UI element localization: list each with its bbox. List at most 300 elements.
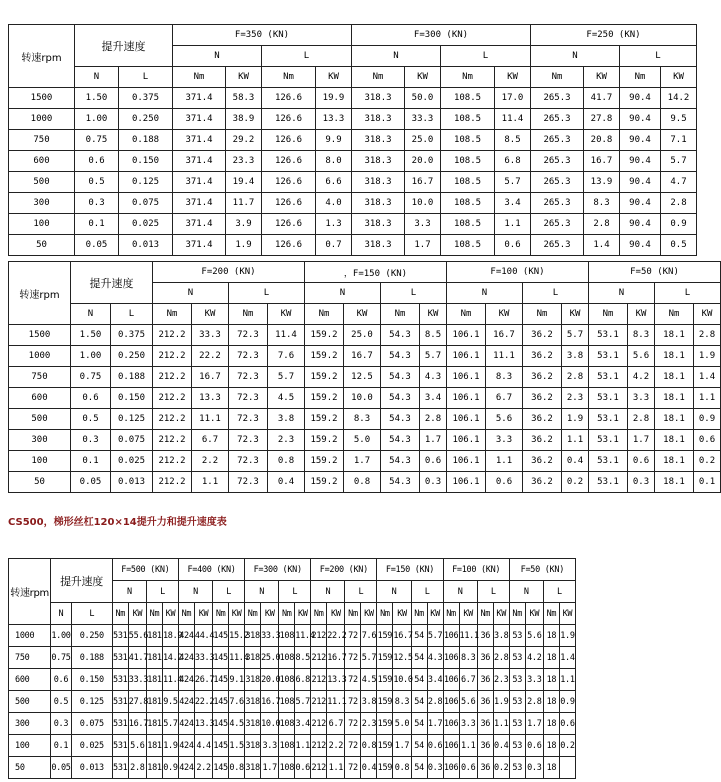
value-cell: 106.1 bbox=[447, 430, 486, 451]
value-cell: 1.7 bbox=[628, 430, 655, 451]
value-cell: 108 bbox=[279, 757, 295, 779]
nm-header: Nm bbox=[279, 603, 295, 625]
value-cell: 0.075 bbox=[71, 713, 112, 735]
value-cell: 18 bbox=[543, 735, 559, 757]
value-cell: 0.4 bbox=[361, 757, 377, 779]
value-cell: 5.7 bbox=[495, 172, 531, 193]
force-group-header: F=200 (KN) bbox=[153, 262, 305, 283]
l-header: L bbox=[477, 581, 509, 603]
kw-header: KW bbox=[628, 304, 655, 325]
value-cell: 33.3 bbox=[261, 625, 279, 647]
value-cell: 72 bbox=[345, 669, 361, 691]
value-cell: 371.4 bbox=[173, 172, 226, 193]
value-cell: 0.025 bbox=[71, 735, 112, 757]
nm-header: Nm bbox=[589, 304, 628, 325]
value-cell: 4.5 bbox=[361, 669, 377, 691]
value-cell: 0.05 bbox=[71, 472, 111, 493]
table-row bbox=[9, 325, 721, 346]
header-row-force bbox=[9, 262, 721, 283]
value-cell: 38.9 bbox=[226, 109, 262, 130]
kw-header: KW bbox=[495, 67, 531, 88]
table-row bbox=[9, 88, 697, 109]
table-row bbox=[9, 409, 721, 430]
value-cell: 36 bbox=[477, 713, 493, 735]
table-row bbox=[9, 130, 697, 151]
value-cell: 1.1 bbox=[192, 472, 229, 493]
value-cell: 72 bbox=[345, 691, 361, 713]
kw-header: KW bbox=[393, 603, 411, 625]
value-cell: 36 bbox=[477, 691, 493, 713]
value-cell: 18 bbox=[543, 625, 559, 647]
value-cell: 159.2 bbox=[305, 472, 344, 493]
table-row bbox=[9, 367, 721, 388]
value-cell: 13.3 bbox=[192, 388, 229, 409]
value-cell: 2.8 bbox=[493, 647, 509, 669]
value-cell: 36.2 bbox=[523, 346, 562, 367]
header-row-units bbox=[9, 304, 721, 325]
value-cell: 0.5 bbox=[51, 691, 72, 713]
rpm-cell: 600 bbox=[9, 669, 51, 691]
value-cell: 8.3 bbox=[393, 691, 411, 713]
kw-header: KW bbox=[361, 603, 377, 625]
kw-header: KW bbox=[327, 603, 345, 625]
speed-l-header: L bbox=[119, 67, 173, 88]
value-cell: 1.7 bbox=[420, 430, 447, 451]
nm-header: Nm bbox=[153, 304, 192, 325]
value-cell: 72.3 bbox=[229, 451, 268, 472]
value-cell: 19.9 bbox=[316, 88, 352, 109]
nm-header: Nm bbox=[655, 304, 694, 325]
value-cell: 371.4 bbox=[173, 109, 226, 130]
value-cell: 72.3 bbox=[229, 472, 268, 493]
value-cell: 11.1 bbox=[459, 625, 477, 647]
value-cell: 212 bbox=[311, 713, 327, 735]
value-cell: 531 bbox=[112, 691, 128, 713]
value-cell: 531 bbox=[112, 757, 128, 779]
value-cell: 212.2 bbox=[153, 388, 192, 409]
value-cell: 10.0 bbox=[344, 388, 381, 409]
value-cell: 36.2 bbox=[523, 451, 562, 472]
value-cell: 6.7 bbox=[192, 430, 229, 451]
value-cell: 1.1 bbox=[486, 451, 523, 472]
value-cell: 9.9 bbox=[316, 130, 352, 151]
value-cell: 3.3 bbox=[405, 214, 441, 235]
value-cell: 1.50 bbox=[75, 88, 119, 109]
value-cell: 0.8 bbox=[361, 735, 377, 757]
value-cell: 54 bbox=[411, 669, 427, 691]
table-row bbox=[9, 669, 576, 691]
value-cell: 4.0 bbox=[316, 193, 352, 214]
value-cell: 106 bbox=[443, 691, 459, 713]
kw-header: KW bbox=[192, 304, 229, 325]
value-cell: 18.1 bbox=[655, 388, 694, 409]
speed-header: 提升速度 bbox=[75, 25, 173, 67]
value-cell: 6.8 bbox=[295, 669, 311, 691]
value-cell: 1.7 bbox=[393, 735, 411, 757]
value-cell: 126.6 bbox=[262, 130, 316, 151]
nm-header: Nm bbox=[352, 67, 405, 88]
value-cell: 145 bbox=[213, 735, 229, 757]
table-row bbox=[9, 451, 721, 472]
nm-header: Nm bbox=[543, 603, 559, 625]
value-cell: 145 bbox=[213, 669, 229, 691]
nm-header: Nm bbox=[377, 603, 393, 625]
value-cell: 5.0 bbox=[393, 713, 411, 735]
value-cell: 0.3 bbox=[427, 757, 443, 779]
value-cell: 0.8 bbox=[268, 451, 305, 472]
nm-header: Nm bbox=[381, 304, 420, 325]
value-cell: 2.8 bbox=[427, 691, 443, 713]
value-cell: 5.7 bbox=[361, 647, 377, 669]
table-row bbox=[9, 691, 576, 713]
value-cell: 9.5 bbox=[661, 109, 697, 130]
value-cell: 33.3 bbox=[194, 647, 212, 669]
value-cell: 318.3 bbox=[352, 235, 405, 256]
value-cell: 0.125 bbox=[119, 172, 173, 193]
value-cell: 11.7 bbox=[226, 193, 262, 214]
table-row bbox=[9, 214, 697, 235]
value-cell: 265.3 bbox=[531, 193, 584, 214]
value-cell: 159 bbox=[377, 691, 393, 713]
force-group-header: F=200 (KN) bbox=[311, 559, 377, 581]
value-cell: 126.6 bbox=[262, 235, 316, 256]
value-cell: 159 bbox=[377, 757, 393, 779]
value-cell: 265.3 bbox=[531, 172, 584, 193]
value-cell: 0.150 bbox=[119, 151, 173, 172]
force-group-header: ，F=150 (KN) bbox=[305, 262, 447, 283]
value-cell: 6.6 bbox=[316, 172, 352, 193]
value-cell: 5.7 bbox=[162, 713, 178, 735]
value-cell: 2.8 bbox=[694, 325, 721, 346]
value-cell: 1.7 bbox=[525, 713, 543, 735]
kw-header: KW bbox=[226, 67, 262, 88]
value-cell: 106 bbox=[443, 735, 459, 757]
value-cell: 2.3 bbox=[268, 430, 305, 451]
value-cell: 15.2 bbox=[229, 625, 245, 647]
value-cell: 8.0 bbox=[316, 151, 352, 172]
value-cell: 106.1 bbox=[447, 325, 486, 346]
value-cell: 0.9 bbox=[559, 691, 575, 713]
table-row bbox=[9, 713, 576, 735]
value-cell: 1.1 bbox=[495, 214, 531, 235]
force-group-header: F=100 (KN) bbox=[443, 559, 509, 581]
value-cell: 0.375 bbox=[119, 88, 173, 109]
value-cell: 54 bbox=[411, 757, 427, 779]
value-cell: 265.3 bbox=[531, 109, 584, 130]
value-cell: 18 bbox=[543, 669, 559, 691]
value-cell: 0.1 bbox=[694, 472, 721, 493]
value-cell: 0.6 bbox=[51, 669, 72, 691]
value-cell: 18 bbox=[543, 647, 559, 669]
rpm-header: 转速rpm bbox=[9, 25, 75, 88]
value-cell: 265.3 bbox=[531, 88, 584, 109]
table-row bbox=[9, 757, 576, 779]
rpm-cell: 1000 bbox=[9, 109, 75, 130]
value-cell: 11.4 bbox=[268, 325, 305, 346]
force-group-header: F=300 (KN) bbox=[352, 25, 531, 46]
header-row-units bbox=[9, 603, 576, 625]
value-cell: 8.3 bbox=[486, 367, 523, 388]
rpm-cell: 100 bbox=[9, 451, 71, 472]
kw-header: KW bbox=[459, 603, 477, 625]
value-cell: 318.3 bbox=[352, 172, 405, 193]
value-cell: 16.7 bbox=[405, 172, 441, 193]
value-cell: 0.6 bbox=[420, 451, 447, 472]
value-cell: 531 bbox=[112, 625, 128, 647]
value-cell: 265.3 bbox=[531, 151, 584, 172]
value-cell: 53.1 bbox=[589, 451, 628, 472]
value-cell: 424 bbox=[178, 757, 194, 779]
n-header: N bbox=[153, 283, 229, 304]
value-cell: 1.1 bbox=[694, 388, 721, 409]
table-row bbox=[9, 388, 721, 409]
nm-header: Nm bbox=[411, 603, 427, 625]
value-cell: 16.7 bbox=[393, 625, 411, 647]
value-cell: 212 bbox=[311, 669, 327, 691]
value-cell: 0.3 bbox=[51, 713, 72, 735]
value-cell: 0.05 bbox=[75, 235, 119, 256]
rpm-header: 转速rpm bbox=[9, 262, 71, 325]
table-row bbox=[9, 346, 721, 367]
value-cell: 1.1 bbox=[327, 757, 345, 779]
value-cell: 0.250 bbox=[119, 109, 173, 130]
value-cell: 106 bbox=[443, 713, 459, 735]
value-cell: 1.7 bbox=[427, 713, 443, 735]
value-cell: 0.075 bbox=[119, 193, 173, 214]
l-header: L bbox=[441, 46, 531, 67]
nm-header: Nm bbox=[147, 603, 163, 625]
value-cell: 12.5 bbox=[344, 367, 381, 388]
n-header: N bbox=[178, 581, 212, 603]
value-cell: 5.7 bbox=[295, 691, 311, 713]
rpm-header: 转速rpm bbox=[9, 559, 51, 625]
value-cell: 8.5 bbox=[295, 647, 311, 669]
value-cell: 4.4 bbox=[194, 735, 212, 757]
value-cell: 0.8 bbox=[344, 472, 381, 493]
value-cell: 108.5 bbox=[441, 88, 495, 109]
value-cell: 44.4 bbox=[194, 625, 212, 647]
kw-header: KW bbox=[194, 603, 212, 625]
value-cell: 0.6 bbox=[495, 235, 531, 256]
value-cell: 371.4 bbox=[173, 151, 226, 172]
value-cell: 318 bbox=[245, 691, 261, 713]
value-cell: 108 bbox=[279, 647, 295, 669]
rpm-cell: 1500 bbox=[9, 325, 71, 346]
kw-header: KW bbox=[486, 304, 523, 325]
value-cell: 3.4 bbox=[295, 713, 311, 735]
value-cell: 19.4 bbox=[226, 172, 262, 193]
value-cell: 5.6 bbox=[459, 691, 477, 713]
value-cell: 318.3 bbox=[352, 214, 405, 235]
value-cell: 0.9 bbox=[661, 214, 697, 235]
value-cell: 9.1 bbox=[229, 669, 245, 691]
value-cell: 3.3 bbox=[459, 713, 477, 735]
value-cell: 424 bbox=[178, 625, 194, 647]
value-cell: 7.6 bbox=[361, 625, 377, 647]
value-cell: 159 bbox=[377, 669, 393, 691]
kw-header: KW bbox=[295, 603, 311, 625]
value-cell: 54.3 bbox=[381, 472, 420, 493]
value-cell: 108.5 bbox=[441, 214, 495, 235]
nm-header: Nm bbox=[477, 603, 493, 625]
value-cell: 0.6 bbox=[559, 713, 575, 735]
value-cell: 36.2 bbox=[523, 367, 562, 388]
value-cell: 108.5 bbox=[441, 130, 495, 151]
speed-l-header: L bbox=[71, 603, 112, 625]
value-cell: 11.4 bbox=[162, 669, 178, 691]
rpm-cell: 50 bbox=[9, 235, 75, 256]
nm-header: Nm bbox=[523, 304, 562, 325]
value-cell: 10.0 bbox=[405, 193, 441, 214]
value-cell: 6.7 bbox=[486, 388, 523, 409]
value-cell: 3.4 bbox=[495, 193, 531, 214]
table-row bbox=[9, 735, 576, 757]
n-header: N bbox=[531, 46, 620, 67]
value-cell: 1.9 bbox=[559, 625, 575, 647]
value-cell: 14.2 bbox=[162, 647, 178, 669]
n-header: N bbox=[305, 283, 381, 304]
nm-header: Nm bbox=[443, 603, 459, 625]
nm-header: Nm bbox=[441, 67, 495, 88]
value-cell: 23.3 bbox=[226, 151, 262, 172]
n-header: N bbox=[509, 581, 543, 603]
value-cell: 53.1 bbox=[589, 388, 628, 409]
value-cell: 4.5 bbox=[268, 388, 305, 409]
value-cell: 18.1 bbox=[655, 430, 694, 451]
value-cell: 36.2 bbox=[523, 325, 562, 346]
value-cell: 54 bbox=[411, 691, 427, 713]
value-cell: 72 bbox=[345, 757, 361, 779]
value-cell: 54.3 bbox=[381, 430, 420, 451]
value-cell: 14.2 bbox=[661, 88, 697, 109]
value-cell: 0.6 bbox=[694, 430, 721, 451]
value-cell: 36 bbox=[477, 757, 493, 779]
value-cell: 108.5 bbox=[441, 172, 495, 193]
value-cell: 371.4 bbox=[173, 88, 226, 109]
value-cell: 106 bbox=[443, 647, 459, 669]
value-cell: 0.025 bbox=[111, 451, 153, 472]
value-cell: 0.75 bbox=[75, 130, 119, 151]
value-cell: 318 bbox=[245, 669, 261, 691]
rpm-cell: 300 bbox=[9, 430, 71, 451]
value-cell: 159.2 bbox=[305, 325, 344, 346]
value-cell: 106.1 bbox=[447, 409, 486, 430]
value-cell: 53 bbox=[509, 713, 525, 735]
kw-header: KW bbox=[694, 304, 721, 325]
kw-header: KW bbox=[229, 603, 245, 625]
value-cell: 0.6 bbox=[295, 757, 311, 779]
value-cell: 58.3 bbox=[226, 88, 262, 109]
value-cell: 531 bbox=[112, 735, 128, 757]
value-cell: 0.188 bbox=[119, 130, 173, 151]
value-cell: 106.1 bbox=[447, 367, 486, 388]
value-cell: 2.3 bbox=[562, 388, 589, 409]
l-header: L bbox=[543, 581, 575, 603]
value-cell: 16.7 bbox=[486, 325, 523, 346]
value-cell: 106 bbox=[443, 669, 459, 691]
value-cell: 54 bbox=[411, 647, 427, 669]
value-cell: 0.150 bbox=[71, 669, 112, 691]
value-cell: 126.6 bbox=[262, 151, 316, 172]
value-cell: 318 bbox=[245, 625, 261, 647]
value-cell: 18.9 bbox=[162, 625, 178, 647]
value-cell: 9.5 bbox=[162, 691, 178, 713]
value-cell: 108 bbox=[279, 713, 295, 735]
l-header: L bbox=[620, 46, 697, 67]
value-cell: 54.3 bbox=[381, 325, 420, 346]
value-cell: 1.7 bbox=[344, 451, 381, 472]
rpm-cell: 750 bbox=[9, 130, 75, 151]
value-cell: 16.7 bbox=[584, 151, 620, 172]
value-cell: 318.3 bbox=[352, 88, 405, 109]
value-cell: 53 bbox=[509, 669, 525, 691]
value-cell: 22.2 bbox=[192, 346, 229, 367]
value-cell: 108 bbox=[279, 669, 295, 691]
value-cell: 25.0 bbox=[261, 647, 279, 669]
value-cell: 424 bbox=[178, 735, 194, 757]
kw-header: KW bbox=[493, 603, 509, 625]
value-cell: 2.8 bbox=[562, 367, 589, 388]
value-cell: 4.2 bbox=[525, 647, 543, 669]
rpm-cell: 600 bbox=[9, 151, 75, 172]
rpm-cell: 600 bbox=[9, 388, 71, 409]
value-cell: 212.2 bbox=[153, 451, 192, 472]
l-header: L bbox=[279, 581, 311, 603]
value-cell: 3.3 bbox=[628, 388, 655, 409]
nm-header: Nm bbox=[345, 603, 361, 625]
value-cell: 2.8 bbox=[584, 214, 620, 235]
value-cell: 18 bbox=[543, 713, 559, 735]
table-row bbox=[9, 193, 697, 214]
rpm-cell: 500 bbox=[9, 691, 51, 713]
speed-header: 提升速度 bbox=[51, 559, 113, 603]
value-cell: 0.9 bbox=[162, 757, 178, 779]
value-cell: 0.1 bbox=[51, 735, 72, 757]
value-cell: 0.125 bbox=[111, 409, 153, 430]
value-cell: 1.00 bbox=[71, 346, 111, 367]
value-cell: 0.013 bbox=[119, 235, 173, 256]
value-cell: 212 bbox=[311, 757, 327, 779]
rpm-cell: 100 bbox=[9, 735, 51, 757]
value-cell: 5.7 bbox=[562, 325, 589, 346]
value-cell: 90.4 bbox=[620, 235, 661, 256]
value-cell: 1.1 bbox=[493, 713, 509, 735]
value-cell: 2.2 bbox=[327, 735, 345, 757]
value-cell: 2.8 bbox=[661, 193, 697, 214]
value-cell: 6.7 bbox=[459, 669, 477, 691]
value-cell: 1.4 bbox=[559, 647, 575, 669]
value-cell: 145 bbox=[213, 713, 229, 735]
value-cell: 1.1 bbox=[295, 735, 311, 757]
value-cell: 53 bbox=[509, 757, 525, 779]
value-cell: 1.9 bbox=[493, 691, 509, 713]
value-cell: 212.2 bbox=[153, 430, 192, 451]
value-cell: 5.7 bbox=[420, 346, 447, 367]
value-cell: 18.1 bbox=[655, 346, 694, 367]
value-cell: 108.5 bbox=[441, 151, 495, 172]
value-cell: 3.8 bbox=[562, 346, 589, 367]
value-cell: 18.1 bbox=[655, 325, 694, 346]
l-header: L bbox=[262, 46, 352, 67]
value-cell: 90.4 bbox=[620, 88, 661, 109]
force-group-header: F=500 (KN) bbox=[112, 559, 178, 581]
value-cell: 53 bbox=[509, 691, 525, 713]
value-cell: 1.00 bbox=[51, 625, 72, 647]
rpm-cell: 1500 bbox=[9, 88, 75, 109]
value-cell: 7.6 bbox=[268, 346, 305, 367]
value-cell: 1.9 bbox=[694, 346, 721, 367]
force-group-header: F=250 (KN) bbox=[531, 25, 697, 46]
